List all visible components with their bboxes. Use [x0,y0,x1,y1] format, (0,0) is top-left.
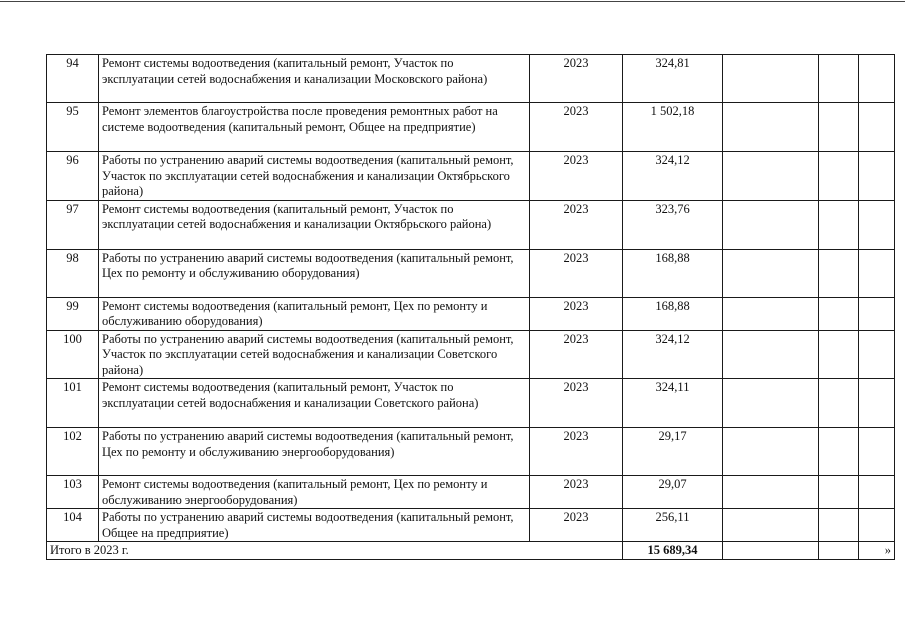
empty-cell [819,200,859,249]
row-amount: 168,88 [623,249,723,297]
row-number: 96 [47,152,99,201]
empty-cell [859,152,895,201]
row-number: 95 [47,103,99,152]
expense-table [46,54,895,560]
empty-cell [819,379,859,428]
row-number: 102 [47,428,99,476]
empty-cell [859,379,895,428]
row-description: Работы по устранению аварий системы водоотведения (капитальный ремонт, Общее на предприятие) [99,509,530,542]
total-row [47,542,895,560]
row-year: 2023 [530,103,623,152]
row-number: 101 [47,379,99,428]
empty-cell [723,428,819,476]
table-row [47,297,895,330]
empty-cell [723,379,819,428]
table-row [47,103,895,152]
empty-cell [859,55,895,103]
empty-cell [723,297,819,330]
empty-cell [819,476,859,509]
row-description: Работы по устранению аварий системы водоотведения (капитальный ремонт, Участок по эксплуатации сетей водоснабжения и канализации Советского района) [99,330,530,379]
empty-cell [819,55,859,103]
table-row [47,428,895,476]
table-row [47,55,895,103]
row-description: Ремонт системы водоотведения (капитальный ремонт, Цех по ремонту и обслуживанию энергооборудования) [99,476,530,509]
empty-cell [723,103,819,152]
row-amount: 168,88 [623,297,723,330]
row-amount: 324,12 [623,152,723,201]
empty-cell [859,249,895,297]
row-description: Ремонт системы водоотведения (капитальный ремонт, Участок по эксплуатации сетей водоснабжения и канализации Московского района) [99,55,530,103]
row-year: 2023 [530,330,623,379]
empty-cell [819,297,859,330]
empty-cell [859,200,895,249]
row-number: 103 [47,476,99,509]
row-year: 2023 [530,200,623,249]
empty-cell [723,542,819,560]
empty-cell [819,330,859,379]
row-amount: 1 502,18 [623,103,723,152]
empty-cell [819,249,859,297]
row-amount: 256,11 [623,509,723,542]
row-year: 2023 [530,428,623,476]
empty-cell [859,297,895,330]
row-amount: 324,12 [623,330,723,379]
empty-cell [723,249,819,297]
row-amount: 29,17 [623,428,723,476]
empty-cell [723,200,819,249]
table-row [47,509,895,542]
row-description: Ремонт элементов благоустройства после проведения ремонтных работ на системе водоотведения (капитальный ремонт, Общее на предприятие) [99,103,530,152]
table-row [47,476,895,509]
empty-cell [723,509,819,542]
table-row [47,249,895,297]
empty-cell [819,103,859,152]
row-description: Работы по устранению аварий системы водоотведения (капитальный ремонт, Цех по ремонту и обслуживанию энергооборудования) [99,428,530,476]
row-description: Ремонт системы водоотведения (капитальный ремонт, Цех по ремонту и обслуживанию оборудования) [99,297,530,330]
empty-cell [723,152,819,201]
row-description: Ремонт системы водоотведения (капитальный ремонт, Участок по эксплуатации сетей водоснабжения и канализации Октябрьского района) [99,200,530,249]
table-row [47,152,895,201]
row-number: 94 [47,55,99,103]
empty-cell [859,509,895,542]
row-year: 2023 [530,249,623,297]
row-number: 99 [47,297,99,330]
empty-cell [819,152,859,201]
empty-cell [819,542,859,560]
row-year: 2023 [530,509,623,542]
row-year: 2023 [530,476,623,509]
row-amount: 323,76 [623,200,723,249]
total-amount: 15 689,34 [623,542,723,560]
empty-cell [859,103,895,152]
empty-cell [859,428,895,476]
row-number: 104 [47,509,99,542]
continuation-mark: » [859,542,895,560]
empty-cell [859,476,895,509]
row-number: 98 [47,249,99,297]
row-year: 2023 [530,55,623,103]
table-row [47,379,895,428]
empty-cell [819,428,859,476]
row-number: 100 [47,330,99,379]
row-description: Ремонт системы водоотведения (капитальный ремонт, Участок по эксплуатации сетей водоснабжения и канализации Советского района) [99,379,530,428]
table-row [47,330,895,379]
row-amount: 29,07 [623,476,723,509]
row-description: Работы по устранению аварий системы водоотведения (капитальный ремонт, Цех по ремонту и обслуживанию оборудования) [99,249,530,297]
empty-cell [723,55,819,103]
row-amount: 324,81 [623,55,723,103]
table-row [47,200,895,249]
empty-cell [723,330,819,379]
row-year: 2023 [530,379,623,428]
empty-cell [723,476,819,509]
row-year: 2023 [530,152,623,201]
row-amount: 324,11 [623,379,723,428]
row-number: 97 [47,200,99,249]
row-year: 2023 [530,297,623,330]
total-label: Итого в 2023 г. [47,542,623,560]
row-description: Работы по устранению аварий системы водоотведения (капитальный ремонт, Участок по эксплуатации сетей водоснабжения и канализации Октябрьского района) [99,152,530,201]
empty-cell [859,330,895,379]
empty-cell [819,509,859,542]
page-top-rule [0,1,905,2]
